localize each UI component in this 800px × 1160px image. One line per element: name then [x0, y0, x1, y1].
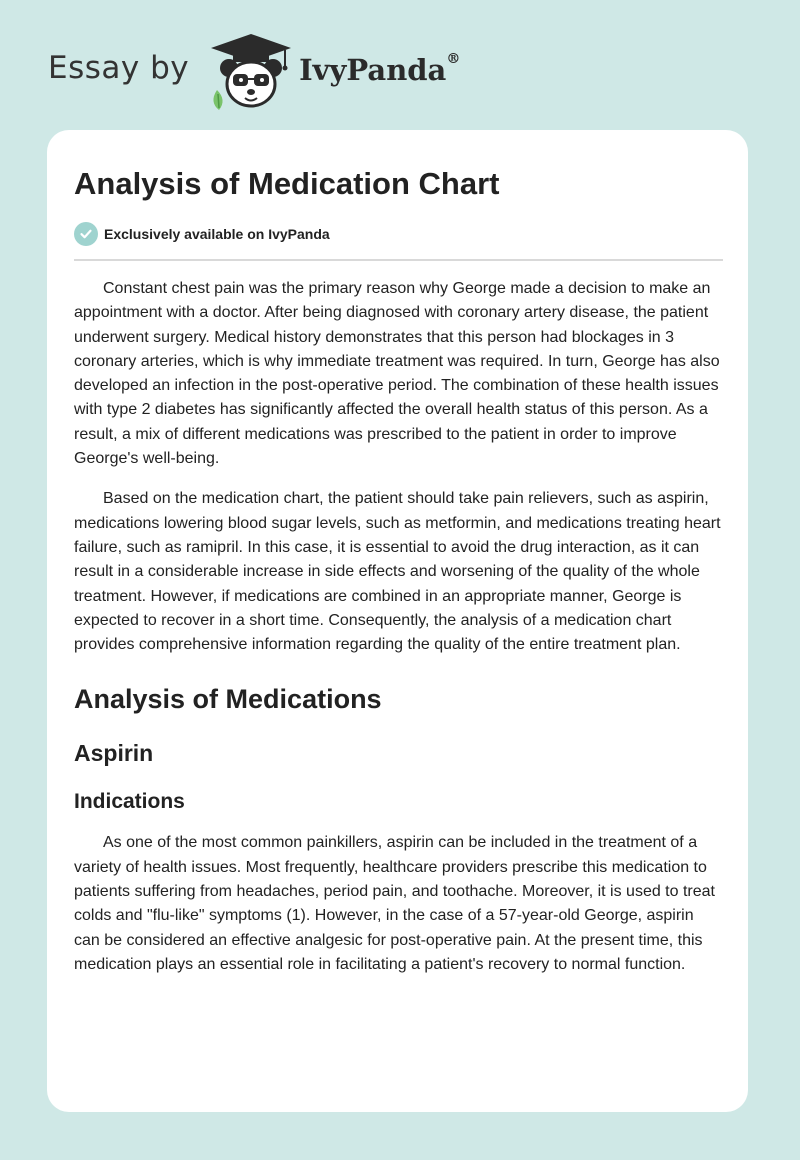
panda-graduate-icon [207, 32, 295, 112]
divider [74, 259, 723, 261]
paragraph-indications: As one of the most common painkillers, aspirin can be included in the treatment of a variety of health issues. Most frequently, healthcare providers prescribe this medication to patients suffering from headaches, period pain, and toothache. Moreover, it is used to treat colds and "flu-like" symptoms (1). However, in the case of a 57-year-old George, aspirin can be considered an effective analgesic for post-operative pain. At the present time, this medication plays an essential role in facilitating a patient's recovery to normal function. [74, 834, 715, 973]
essay-card [47, 130, 748, 1112]
site-logo[interactable] [48, 32, 460, 112]
registered-mark: ® [446, 51, 461, 67]
brand-name [299, 53, 460, 87]
section-heading: Analysis of Medications [74, 684, 382, 715]
brand-name-text: IvyPanda [299, 53, 447, 87]
essay-content [74, 164, 723, 993]
subsubsection-heading: Indications [74, 790, 185, 814]
exclusive-badge-text: Exclusively available on IvyPanda [104, 226, 330, 242]
exclusive-badge [74, 222, 723, 246]
check-circle-icon [74, 222, 98, 246]
paragraph-medication-chart: Based on the medication chart, the patient should take pain relievers, such as aspirin, medications lowering blood sugar levels, such as metformin, and medications treating heart failure, such as ramipril. In this case, it is essential to avoid the drug interaction, as it can result in a considerable increase in side effects and worsening of the quality of the whole treatment. However, if medications are combined in an appropriate manner, George is expected to recover in a short time. Consequently, the analysis of a medication chart provides comprehensive information regarding the quality of the entire treatment plan. [74, 490, 721, 654]
subsection-heading: Aspirin [74, 740, 154, 767]
brand-prefix: Essay by [48, 50, 190, 86]
paragraph-intro: Constant chest pain was the primary reason why George made a decision to make an appointment with a doctor. After being diagnosed with coronary artery disease, the patient underwent surgery. Medical history demonstrates that this person had blockages in 3 coronary arteries, which is why immediate treatment was required. In turn, George has also developed an infection in the post-operative period. The combination of these health issues with type 2 diabetes has significantly affected the overall health status of this person. As a result, a mix of different medications was prescribed to the patient in order to improve George's well-being. [74, 280, 720, 468]
essay-title: Analysis of Medication Chart [74, 166, 500, 201]
